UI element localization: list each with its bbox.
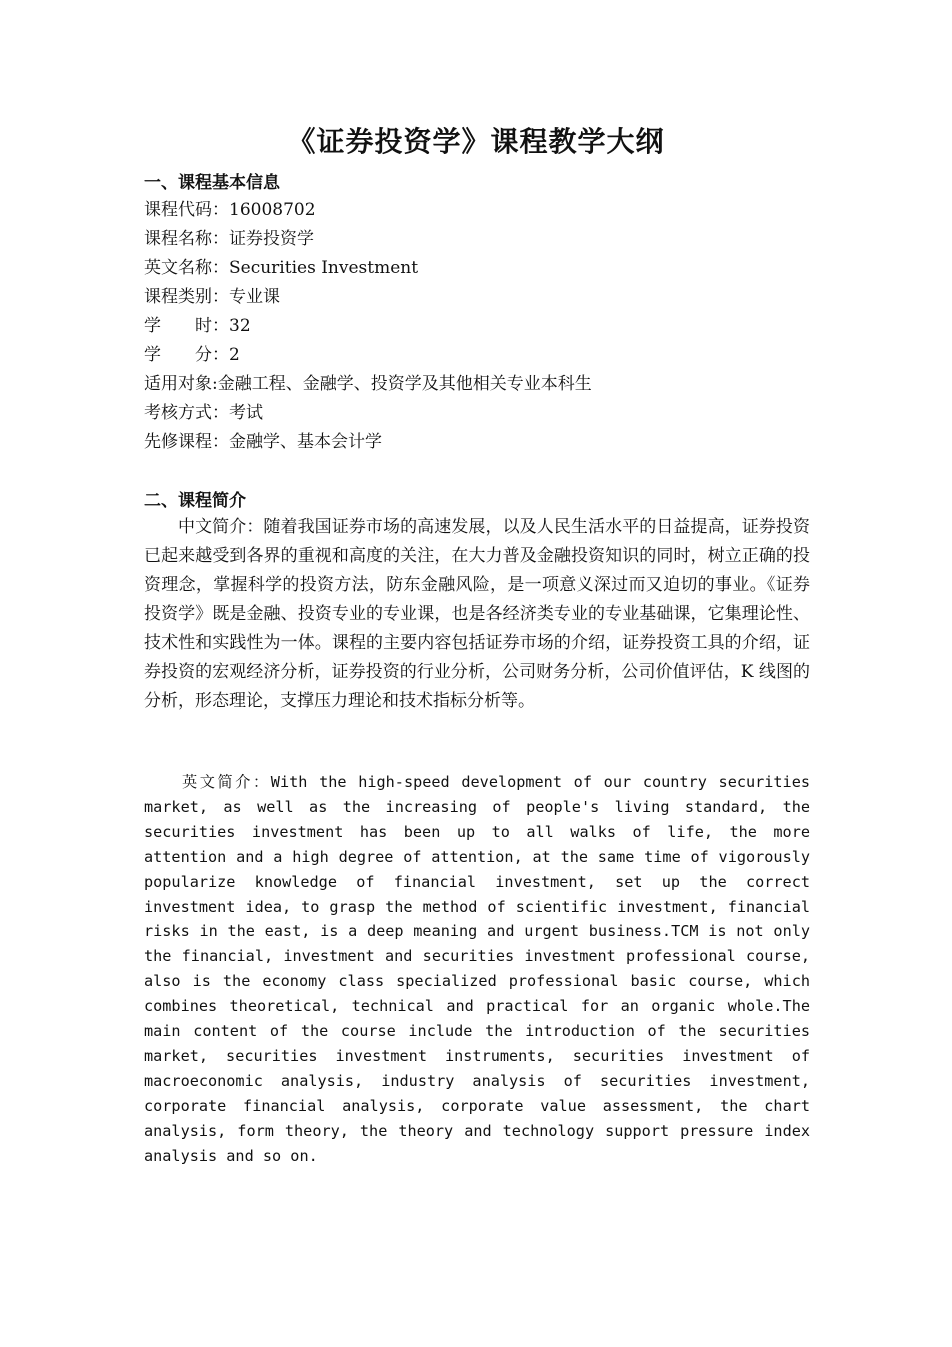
course-info-row <box>144 399 814 428</box>
course-info-row <box>144 341 814 370</box>
course-info-list <box>144 196 814 457</box>
course-info-key: 课程名称： <box>144 229 229 249</box>
course-info-value: 32 <box>229 316 251 336</box>
section-heading-intro: 二、课程简介 <box>144 491 246 511</box>
course-info-row <box>144 196 814 225</box>
course-info-key: 课程类别： <box>144 287 229 307</box>
document-title: 《证券投资学》课程教学大纲 <box>287 125 665 158</box>
course-info-value: 金融学、基本会计学 <box>229 432 382 452</box>
course-info-value: Securities Investment <box>229 258 419 278</box>
course-info-value: 证券投资学 <box>229 229 314 249</box>
english-introduction: 英文简介：With the high-speed development of our country securities market, as well as the increasing of people's living standard, the securities investment has been up to all walks of life, the more attention and a high degree of attention, at the same time of vigorously popularize knowledge of financial investment, set up the correct investment idea, to grasp the method of scientific investment, financial risks in the east, is a deep meaning and urgent business.TCM is not only the financial, investment and securities investment professional course, also is the economy class specialized professional basic course, which combines theoretical, technical and practical for an organic whole.The main content of the course include the introduction of the securities market, securities investment instruments, securities investment of macroeconomic analysis, industry analysis of securities investment, corporate financial analysis, corporate value assessment, the chart analysis, form theory, the theory and technology support pressure index analysis and so on. <box>144 773 810 1165</box>
course-info-row <box>144 254 814 283</box>
course-info-row <box>144 370 814 399</box>
course-info-key: 学 时： <box>144 316 229 336</box>
course-info-key: 先修课程： <box>144 432 229 452</box>
course-info-row <box>144 225 814 254</box>
section-heading-basic-info: 一、课程基本信息 <box>144 173 280 193</box>
course-info-value: 16008702 <box>229 200 316 220</box>
course-info-key: 适用对象: <box>144 374 218 394</box>
course-info-value: 金融工程、金融学、投资学及其他相关专业本科生 <box>217 374 592 394</box>
course-info-value: 2 <box>229 345 240 365</box>
chinese-introduction: 中文简介：随着我国证券市场的高速发展，以及人民生活水平的日益提高，证券投资已起来越受到各界的重视和高度的关注，在大力普及金融投资知识的同时，树立正确的投资理念，掌握科学的投资方法，防东金融风险，是一项意义深过而又迫切的事业。《证券投资学》既是金融、投资专业的专业课，也是各经济类专业的专业基础课，它集理论性、技术性和实践性为一体。课程的主要内容包括证券市场的介绍，证券投资工具的介绍，证券投资的宏观经济分析，证券投资的行业分析，公司财务分析，公司价值评估，K 线图的分析，形态理论，支撑压力理论和技术指标分析等。 <box>144 517 810 711</box>
course-info-value: 专业课 <box>229 287 280 307</box>
course-info-key: 考核方式： <box>144 403 229 423</box>
course-info-row <box>144 283 814 312</box>
course-info-value: 考试 <box>229 403 263 423</box>
course-info-key: 学 分： <box>144 345 229 365</box>
course-info-key: 英文名称： <box>144 258 229 278</box>
course-info-key: 课程代码： <box>144 200 229 220</box>
course-info-row <box>144 428 814 457</box>
course-info-row <box>144 312 814 341</box>
